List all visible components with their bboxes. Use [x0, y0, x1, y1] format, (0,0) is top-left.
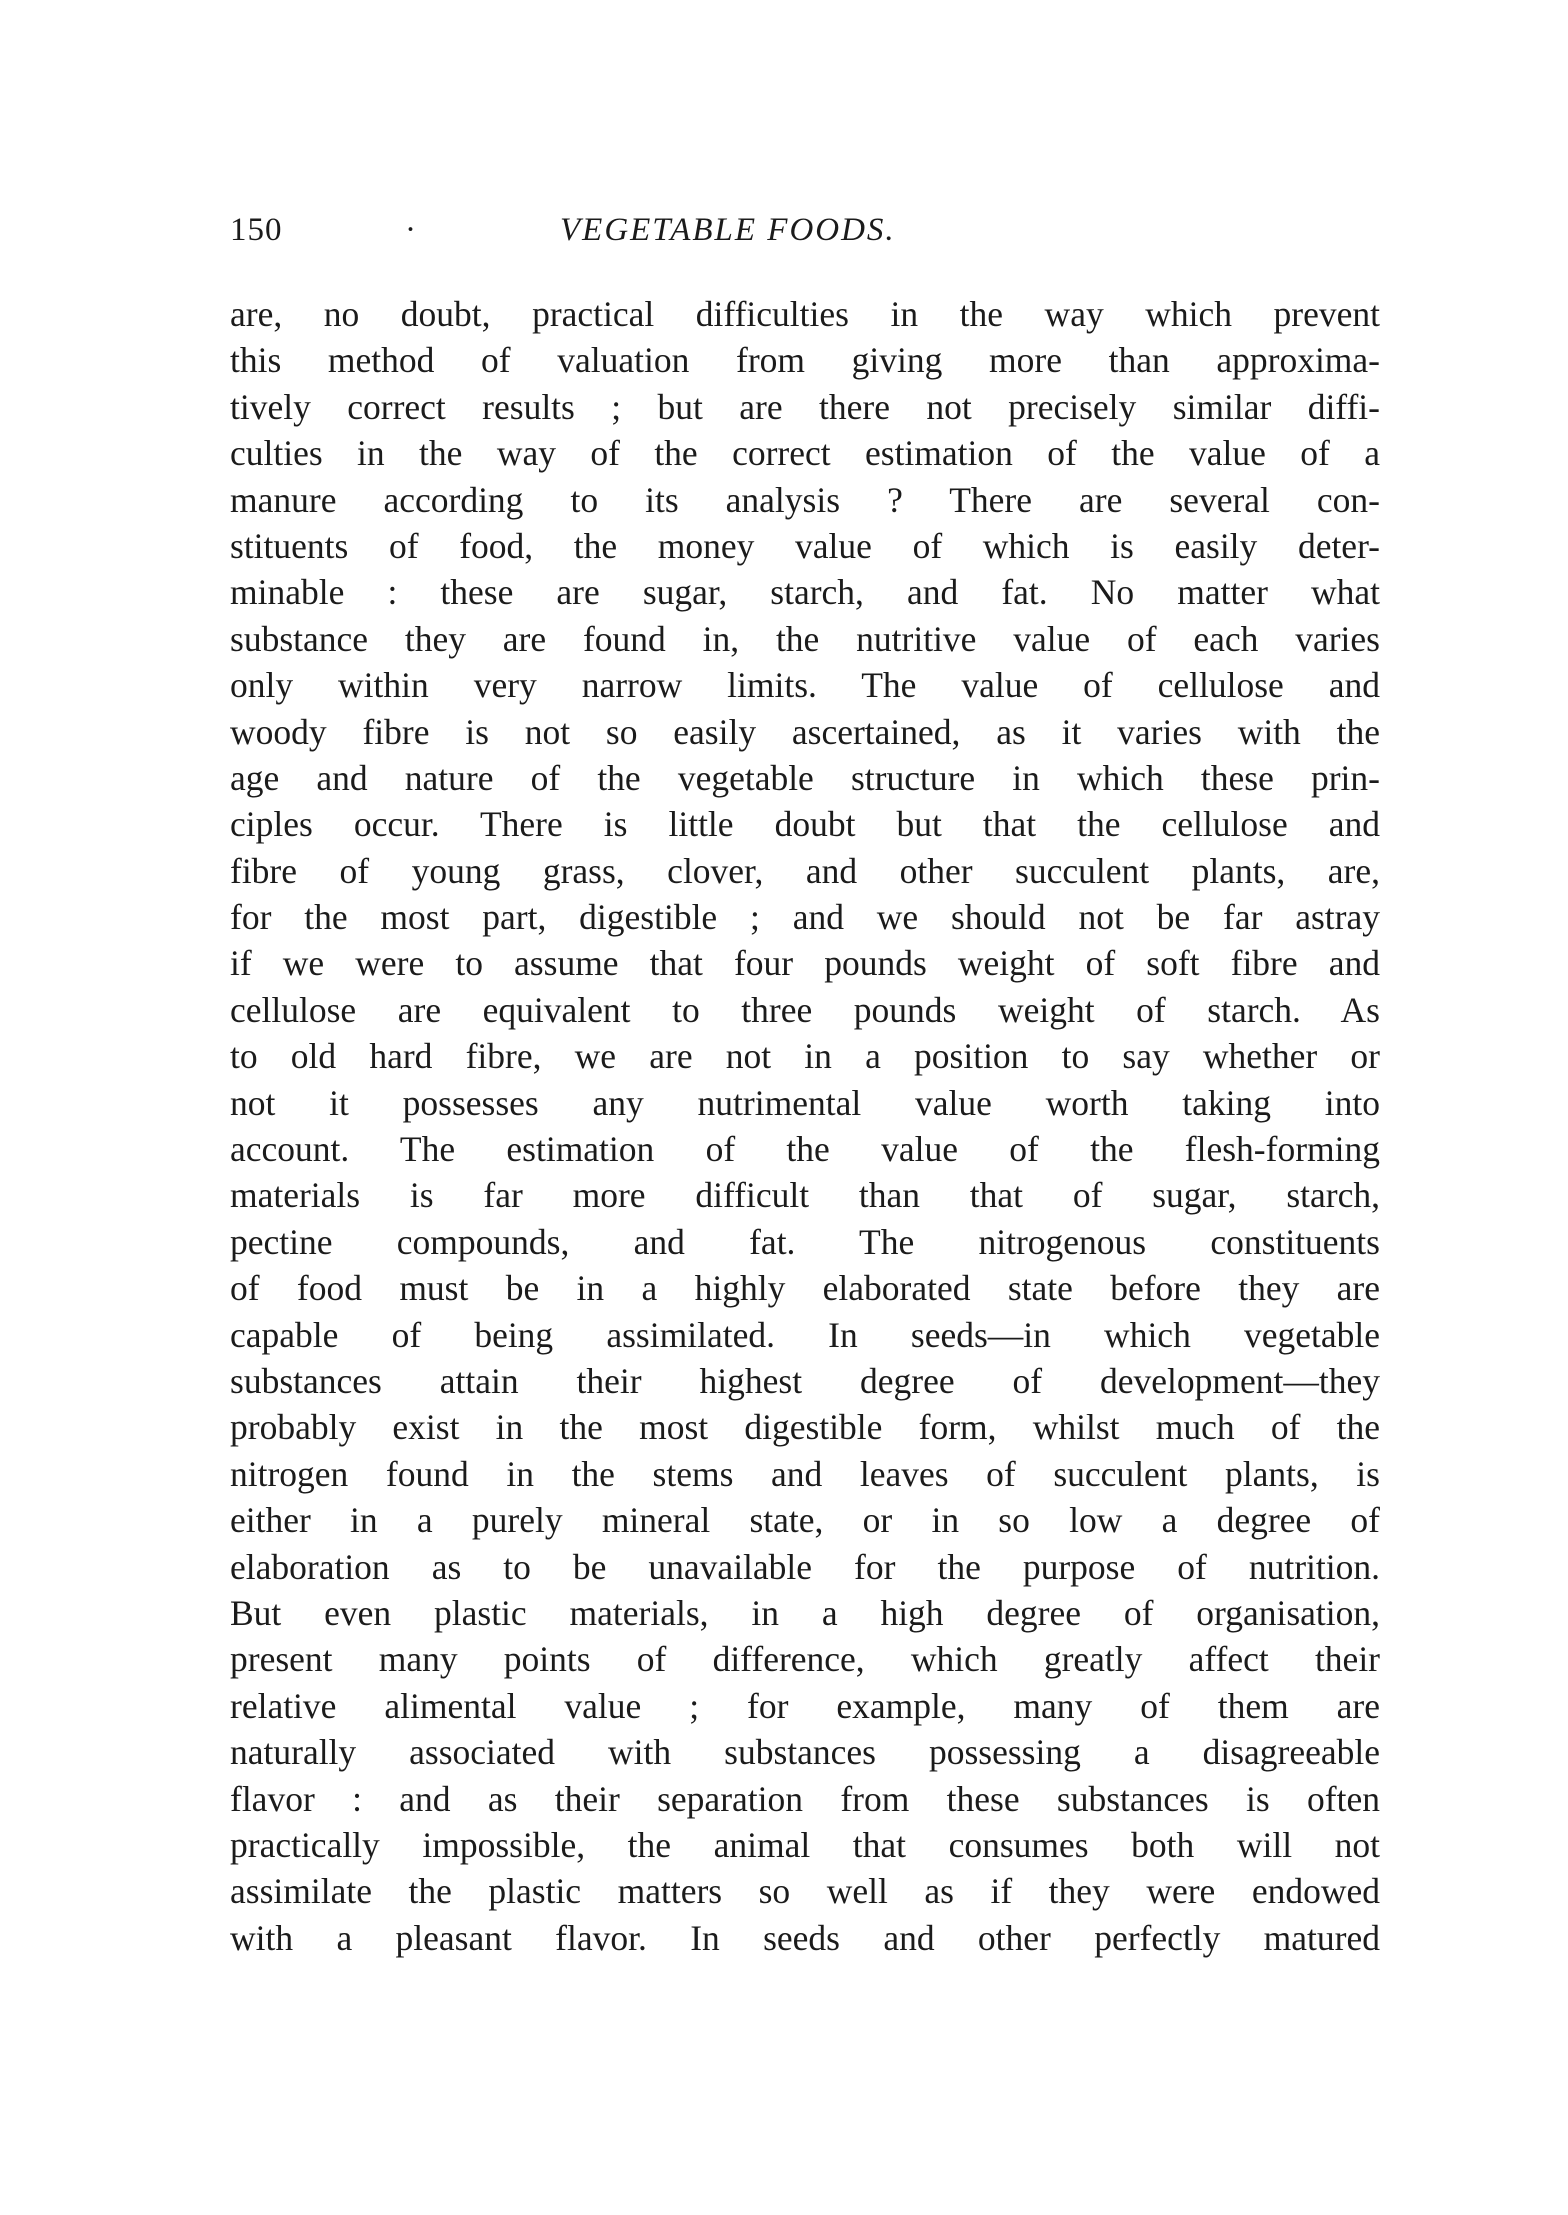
text-line: woody fibre is not so easily ascertained, as it varies with the [230, 711, 1380, 752]
text-line: assimilate the plastic matters so well as if they were endowed [230, 1871, 1380, 1912]
text-line: substances attain their highest degree of development—they [230, 1360, 1380, 1401]
text-line: present many points of difference, which greatly affect their [230, 1639, 1380, 1680]
text-line: fibre of young grass, clover, and other succulent plants, are, [230, 850, 1380, 891]
text-line: nitrogen found in the stems and leaves of succulent plants, is [230, 1453, 1380, 1494]
text-line: tively correct results ; but are there not precisely similar diffi- [230, 386, 1380, 427]
text-line: account. The estimation of the value of the flesh-forming [230, 1129, 1380, 1170]
text-line: flavor : and as their separation from these substances is often [230, 1778, 1380, 1819]
text-line: minable : these are sugar, starch, and fat. No matter what [230, 572, 1380, 613]
page-number: 150 [230, 212, 283, 248]
text-line: this method of valuation from giving more than approxima- [230, 340, 1380, 381]
text-line: for the most part, digestible ; and we should not be far astray [230, 897, 1380, 938]
text-line: only within very narrow limits. The value of cellulose and [230, 665, 1380, 706]
text-line: capable of being assimilated. In seeds—in which vegetable [230, 1314, 1380, 1355]
text-line: pectine compounds, and fat. The nitrogenous constituents [230, 1221, 1380, 1262]
running-title: VEGETABLE FOODS. [560, 212, 896, 248]
text-line: ciples occur. There is little doubt but that the cellulose and [230, 804, 1380, 845]
header-separator: · [405, 212, 416, 248]
text-line: materials is far more difficult than that of sugar, starch, [230, 1175, 1380, 1216]
text-line: relative alimental value ; for example, many of them are [230, 1685, 1380, 1726]
page-header [230, 205, 1380, 255]
text-line: naturally associated with substances possessing a disagreeable [230, 1732, 1380, 1773]
body-text [230, 291, 1380, 1961]
text-line: age and nature of the vegetable structure in which these prin- [230, 757, 1380, 798]
text-line: manure according to its analysis ? There are several con- [230, 479, 1380, 520]
text-line: of food must be in a highly elaborated state before they are [230, 1268, 1380, 1309]
text-line: culties in the way of the correct estimation of the value of a [230, 433, 1380, 474]
text-line: either in a purely mineral state, or in so low a degree of [230, 1500, 1380, 1541]
text-line: cellulose are equivalent to three pounds weight of starch. As [230, 989, 1380, 1030]
text-line: are, no doubt, practical difficulties in the way which prevent [230, 294, 1380, 334]
text-line: probably exist in the most digestible form, whilst much of the [230, 1407, 1380, 1448]
text-line: to old hard fibre, we are not in a position to say whether or [230, 1036, 1380, 1077]
text-line: stituents of food, the money value of which is easily deter- [230, 525, 1380, 566]
text-line: elaboration as to be unavailable for the purpose of nutrition. [230, 1546, 1380, 1587]
text-line: not it possesses any nutrimental value worth taking into [230, 1082, 1380, 1123]
text-line: with a pleasant flavor. In seeds and other perfectly matured [230, 1917, 1380, 1958]
text-line: substance they are found in, the nutritive value of each varies [230, 618, 1380, 659]
text-line: practically impossible, the animal that consumes both will not [230, 1824, 1380, 1865]
text-line: if we were to assume that four pounds weight of soft fibre and [230, 943, 1380, 984]
text-line: But even plastic materials, in a high degree of organisation, [230, 1592, 1380, 1633]
